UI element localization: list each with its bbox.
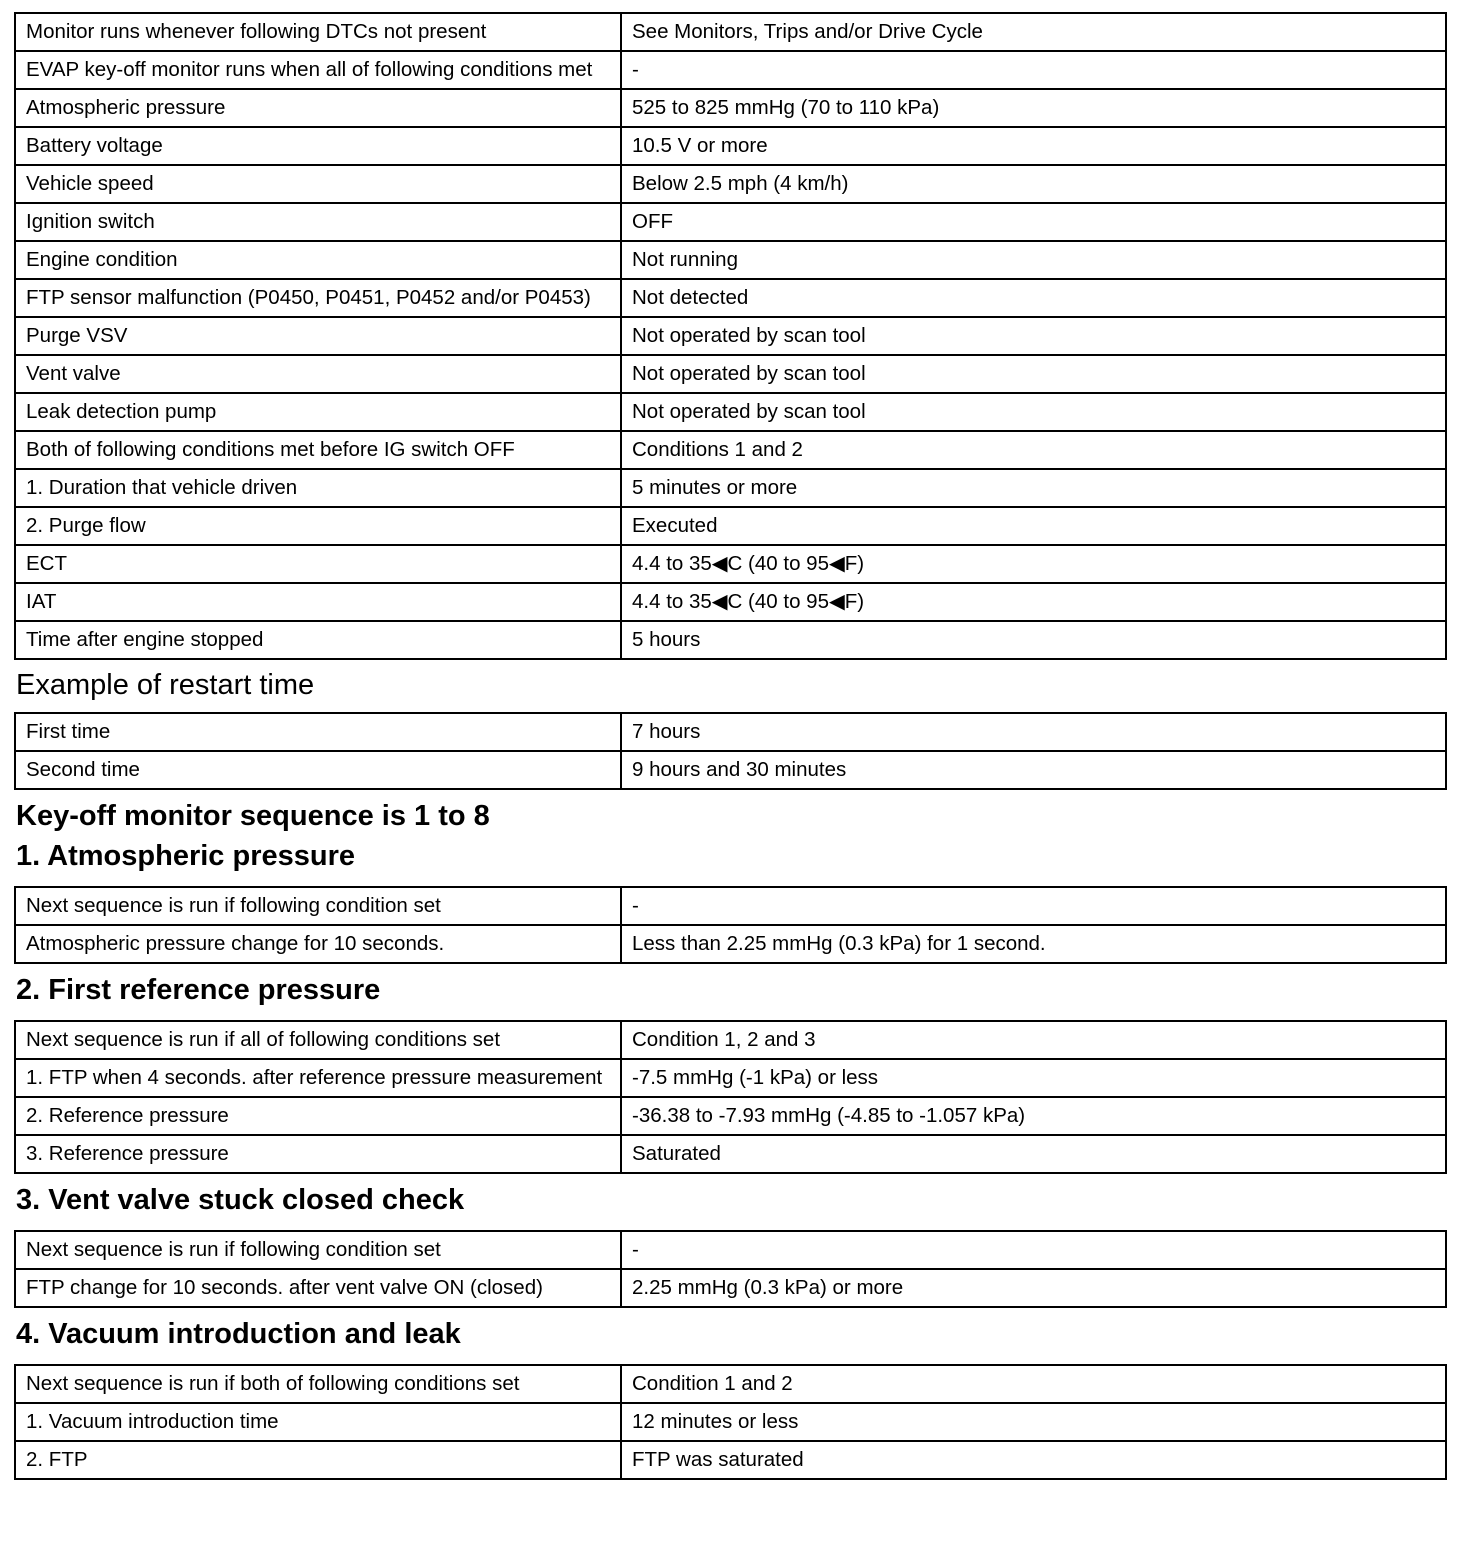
sequence-label: Next sequence is run if following condition set [15,1231,621,1269]
table-row [15,51,1446,89]
monitor-conditions-table [14,12,1447,660]
condition-label: 1. Duration that vehicle driven [15,469,621,507]
condition-label: Engine condition [15,241,621,279]
condition-label: Purge VSV [15,317,621,355]
sequence-value: - [621,1231,1446,1269]
condition-label: FTP sensor malfunction (P0450, P0451, P0452 and/or P0453) [15,279,621,317]
sequence-value: -36.38 to -7.93 mmHg (-4.85 to -1.057 kPa) [621,1097,1446,1135]
table-row [15,583,1446,621]
sequence-label: 3. Reference pressure [15,1135,621,1173]
first-reference-pressure-table [14,1020,1447,1174]
table-row [15,165,1446,203]
sequence-value: Less than 2.25 mmHg (0.3 kPa) for 1 second. [621,925,1446,963]
table-row [15,751,1446,789]
restart-value: 7 hours [621,713,1446,751]
table-row [15,317,1446,355]
condition-label: 2. Purge flow [15,507,621,545]
condition-label: ECT [15,545,621,583]
restart-label: First time [15,713,621,751]
table-row [15,469,1446,507]
atmospheric-pressure-table [14,886,1447,964]
table-row [15,89,1446,127]
sequence-label: 2. FTP [15,1441,621,1479]
condition-label: Vent valve [15,355,621,393]
condition-label: Vehicle speed [15,165,621,203]
condition-label: Atmospheric pressure [15,89,621,127]
table-row [15,713,1446,751]
table-row [15,621,1446,659]
sequence-label: 1. FTP when 4 seconds. after reference pressure measurement [15,1059,621,1097]
sequence-value: Saturated [621,1135,1446,1173]
section-heading-atmospheric-pressure: 1. Atmospheric pressure [16,840,355,872]
sequence-value: Condition 1 and 2 [621,1365,1446,1403]
sequence-value: Condition 1, 2 and 3 [621,1021,1446,1059]
condition-value: 4.4 to 35◀C (40 to 95◀F) [621,545,1446,583]
condition-value: Not running [621,241,1446,279]
restart-label: Second time [15,751,621,789]
table-row [15,1097,1446,1135]
table-row [15,431,1446,469]
condition-value: 5 minutes or more [621,469,1446,507]
table-row [15,393,1446,431]
vent-valve-check-table [14,1230,1447,1308]
condition-value: See Monitors, Trips and/or Drive Cycle [621,13,1446,51]
condition-label: Both of following conditions met before IG switch OFF [15,431,621,469]
sequence-label: Next sequence is run if both of following conditions set [15,1365,621,1403]
table-row [15,1441,1446,1479]
sequence-label: Next sequence is run if following condition set [15,887,621,925]
sequence-value: - [621,887,1446,925]
sequence-value: 2.25 mmHg (0.3 kPa) or more [621,1269,1446,1307]
condition-value: 5 hours [621,621,1446,659]
table-row [15,127,1446,165]
sequence-label: Atmospheric pressure change for 10 seconds. [15,925,621,963]
condition-value: Not operated by scan tool [621,355,1446,393]
condition-value: Not operated by scan tool [621,317,1446,355]
condition-label: Leak detection pump [15,393,621,431]
restart-value: 9 hours and 30 minutes [621,751,1446,789]
section-heading-vacuum-introduction: 4. Vacuum introduction and leak [16,1318,461,1350]
condition-value: Not operated by scan tool [621,393,1446,431]
table-row [15,1135,1446,1173]
sequence-label: 1. Vacuum introduction time [15,1403,621,1441]
section-heading-first-reference-pressure: 2. First reference pressure [16,974,381,1006]
condition-value: Executed [621,507,1446,545]
table-row [15,545,1446,583]
condition-value: 10.5 V or more [621,127,1446,165]
sequence-label: 2. Reference pressure [15,1097,621,1135]
table-row [15,1059,1446,1097]
table-row [15,1403,1446,1441]
table-row [15,241,1446,279]
table-row [15,13,1446,51]
condition-label: Monitor runs whenever following DTCs not present [15,13,621,51]
restart-time-table [14,712,1447,790]
sequence-label: Next sequence is run if all of following conditions set [15,1021,621,1059]
condition-label: Battery voltage [15,127,621,165]
table-row [15,1021,1446,1059]
condition-label: Time after engine stopped [15,621,621,659]
table-row [15,887,1446,925]
sequence-value: 12 minutes or less [621,1403,1446,1441]
sequence-value: -7.5 mmHg (-1 kPa) or less [621,1059,1446,1097]
condition-value: Conditions 1 and 2 [621,431,1446,469]
sequence-label: FTP change for 10 seconds. after vent valve ON (closed) [15,1269,621,1307]
condition-value: 525 to 825 mmHg (70 to 110 kPa) [621,89,1446,127]
restart-time-heading: Example of restart time [16,669,315,701]
condition-label: Ignition switch [15,203,621,241]
table-row [15,203,1446,241]
table-row [15,925,1446,963]
condition-value: Not detected [621,279,1446,317]
table-row [15,1231,1446,1269]
sequence-value: FTP was saturated [621,1441,1446,1479]
condition-label: IAT [15,583,621,621]
table-row [15,1269,1446,1307]
table-row [15,507,1446,545]
condition-label: EVAP key-off monitor runs when all of following conditions met [15,51,621,89]
table-row [15,1365,1446,1403]
document-page [14,12,1460,1480]
condition-value: Below 2.5 mph (4 km/h) [621,165,1446,203]
condition-value: OFF [621,203,1446,241]
condition-value: 4.4 to 35◀C (40 to 95◀F) [621,583,1446,621]
condition-value: - [621,51,1446,89]
vacuum-introduction-table [14,1364,1447,1480]
table-row [15,279,1446,317]
table-row [15,355,1446,393]
section-heading-vent-valve-check: 3. Vent valve stuck closed check [16,1184,465,1216]
sequence-heading: Key-off monitor sequence is 1 to 8 [16,800,490,832]
